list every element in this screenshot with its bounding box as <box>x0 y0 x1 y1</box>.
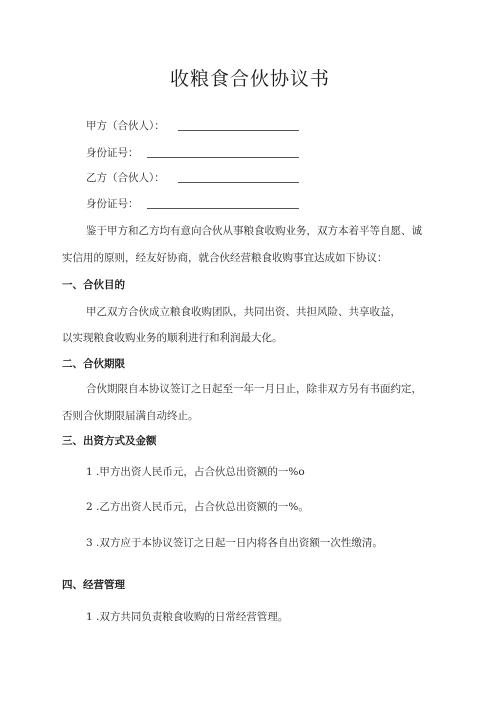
preamble-line-1: 鉴于甲方和乙方均有意向合伙从事粮食收购业务，双方本着平等自愿、诚 <box>86 225 422 237</box>
section-text-line: 否则合伙期限届满自动终止。 <box>62 410 199 422</box>
party-b-id-blank <box>147 208 299 209</box>
section-text-line: 甲乙双方合伙成立粮食收购团队，共同出资、共担风险、共享收益， <box>86 306 401 318</box>
section-heading: 二、合伙期限 <box>62 358 125 370</box>
party-a-label: 甲方（合伙人）： <box>86 120 165 132</box>
party-a-blank <box>178 130 299 131</box>
section-heading: 四、经营管理 <box>62 579 125 591</box>
section-text-line: 1 .双方共同负责粮食收购的日常经营管理。 <box>86 611 289 623</box>
party-b-label: 乙方（合伙人）： <box>86 172 165 184</box>
party-a-id-blank <box>147 157 299 158</box>
section-heading: 一、合伙目的 <box>62 279 125 291</box>
section-heading: 三、出资方式及金额 <box>62 435 157 447</box>
section-text-line: 3 .双方应于本协议签订之日起一日内将各自出资额一次性缴清。 <box>86 537 383 549</box>
document-title: 收粮食合伙协议书 <box>169 68 330 90</box>
preamble-line-2: 实信用的原则，经友好协商，就合伙经营粮食收购事宜达成如下协议： <box>62 252 388 264</box>
section-text-line: 合伙期限自本协议签订之日起至一年一月日止，除非双方另有书面约定， <box>86 383 422 395</box>
party-b-blank <box>178 182 299 183</box>
section-text-line: 以实现粮食收购业务的顺利进行和利润最大化。 <box>62 332 283 344</box>
party-a-id-label: 身份证号： <box>86 147 139 159</box>
section-text-line: 1 .甲方出资人民币元，占合伙总出资额的一%o <box>86 466 305 478</box>
section-text-line: 2 .乙方出资人民币元，占合伙总出资额的一%。 <box>86 501 309 513</box>
party-b-id-label: 身份证号： <box>86 198 139 210</box>
